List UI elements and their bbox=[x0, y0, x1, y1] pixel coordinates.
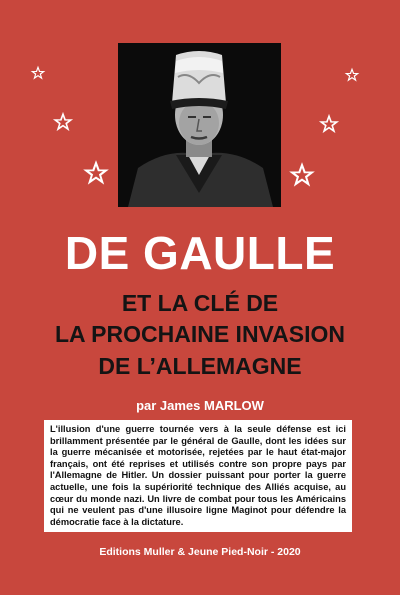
author-line: par James MARLOW bbox=[136, 398, 264, 413]
publisher-line: Editions Muller & Jeune Pied-Noir - 2020 bbox=[99, 546, 301, 558]
portrait-photo bbox=[118, 43, 281, 207]
star-icon-right-bottom bbox=[288, 161, 316, 189]
subtitle-line-3: DE L’ALLEMAGNE bbox=[98, 353, 302, 379]
blurb-box: L'illusion d'une guerre tournée vers à la seule défense est ici brillamment présentée par le général de Gaulle, dont les idées sur la guerre mécanisée et motorisée, rejetées par le haut état-major français, ont été reprises et utilisés contre son propre pays par l'Allemagne de Hitler. Un dossier puissant pour porter la guerre actuelle, une fois la supériorité technique des Alliés acquise, au cœur du monde nazi. Un livre de combat pour tous les Américains qui ne veulent pas d'une illusoire ligne Maginot pour défendre la démocratie face à la dictature. bbox=[44, 420, 352, 532]
star-icon-left-top bbox=[30, 65, 46, 81]
subtitle-line-2: LA PROCHAINE INVASION bbox=[54, 321, 346, 347]
star-icon-left-bottom bbox=[82, 159, 110, 187]
subtitle-line-1: ET LA CLÉ DE bbox=[121, 290, 279, 316]
star-icon-right-top bbox=[344, 67, 360, 83]
cover-title: DE GAULLE bbox=[64, 227, 336, 279]
star-icon-right-mid bbox=[318, 113, 340, 135]
star-icon-left-mid bbox=[52, 111, 74, 133]
